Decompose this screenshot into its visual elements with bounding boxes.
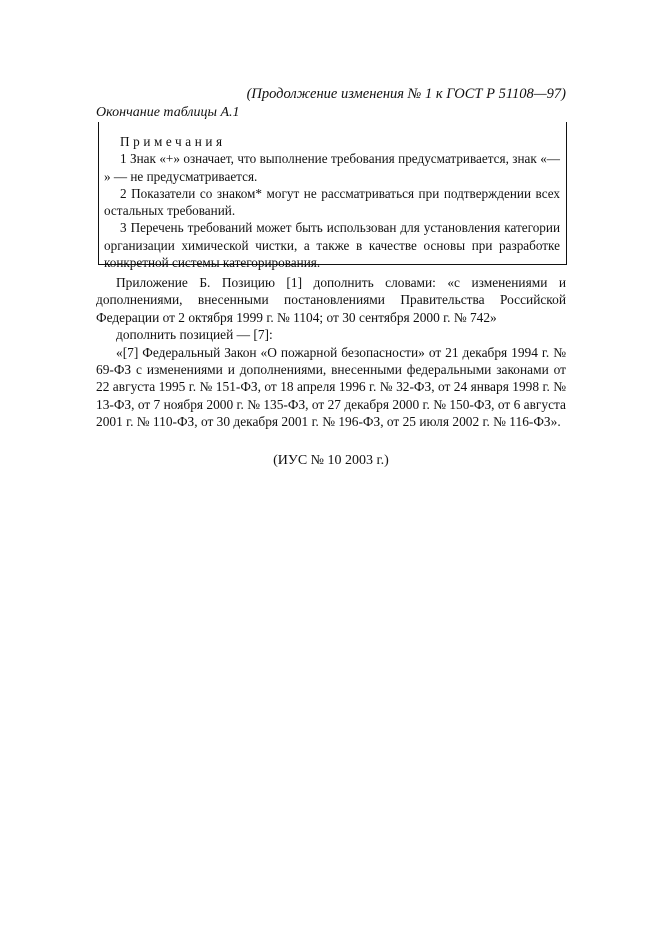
amendment-body bbox=[96, 274, 566, 431]
paragraph-add-position: дополнить позицией — [7]: bbox=[116, 327, 273, 343]
table-end-caption: Окончание таблицы А.1 bbox=[96, 105, 240, 120]
paragraph-appendix-b: Приложение Б. Позицию [1] дополнить словами: «с изменениями и дополнениями, внесенными постановлениями Правительства Российской Федерации от 2 октября 1999 г. № 1104; от 30 сентября 2000 г. № 742» bbox=[96, 275, 566, 325]
continuation-header: (Продолжение изменения № 1 к ГОСТ Р 51108—97) bbox=[246, 86, 566, 102]
paragraph-position-7: «[7] Федеральный Закон «О пожарной безопасности» от 21 декабря 1994 г. № 69-ФЗ с изменениями и дополнениями, внесенными федеральными законами от 22 августа 1995 г. № 151-ФЗ, от 18 апреля 1996 г. № 32-ФЗ, от 24 января 1998 г. № 13-ФЗ, от 7 ноября 2000 г. № 135-ФЗ, от 27 декабря 2000 г. № 150-ФЗ, от 6 августа 2001 г. № 110-ФЗ, от 30 декабря 2001 г. № 196-ФЗ, от 25 июля 2002 г. № 116-ФЗ». bbox=[96, 344, 566, 430]
source-reference: (ИУС № 10 2003 г.) bbox=[273, 453, 389, 468]
notes-title: Примечания bbox=[120, 134, 226, 149]
note-item-2: 2 Показатели со знаком* могут не рассматриваться при подтверждении всех остальных требований. bbox=[104, 185, 560, 219]
table-notes bbox=[104, 133, 560, 271]
note-item-1: 1 Знак «+» означает, что выполнение требования предусматривается, знак «— » — не предусматривается. bbox=[104, 151, 560, 184]
note-item-3: 3 Перечень требований может быть использован для установления категории организации химической чистки, а также в качестве основы при разработке конкретной системы категорирования. bbox=[104, 220, 560, 271]
